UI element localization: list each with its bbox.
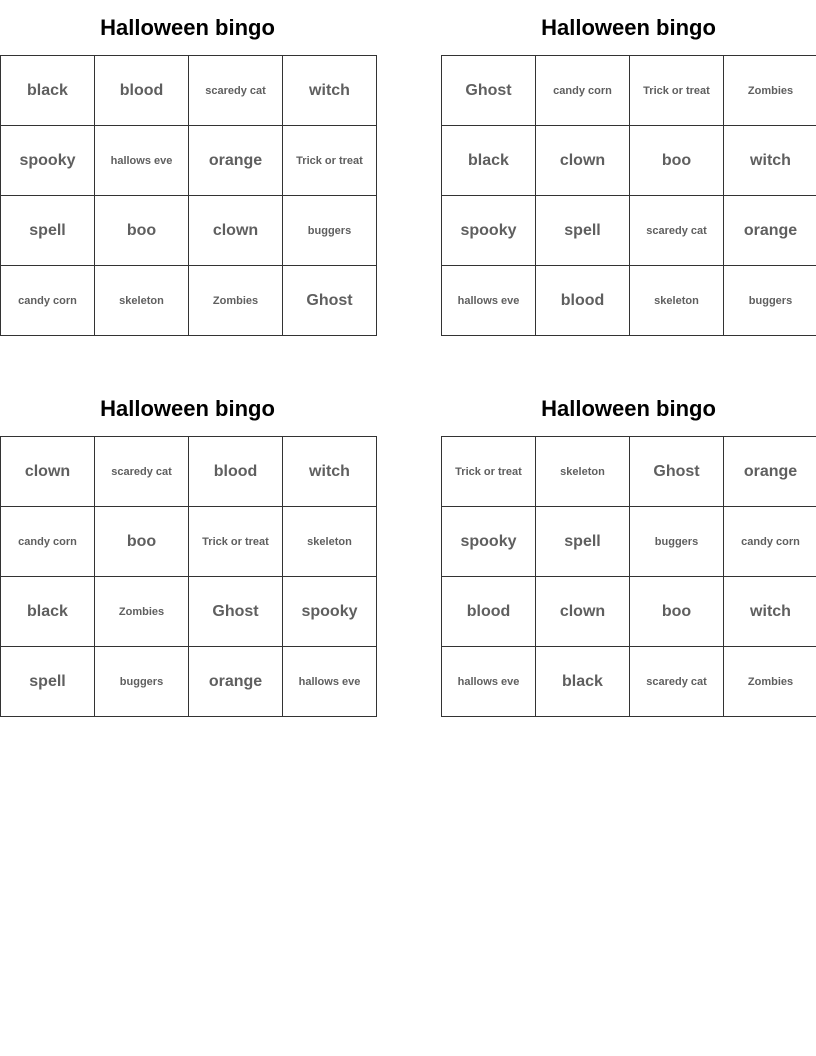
bingo-cell: boo xyxy=(630,126,724,196)
bingo-cell: hallows eve xyxy=(95,126,189,196)
grid-row xyxy=(442,56,816,126)
bingo-cell: spell xyxy=(1,647,95,717)
bingo-cell: orange xyxy=(724,437,816,507)
bingo-cell: orange xyxy=(189,647,283,717)
bingo-cell: boo xyxy=(95,196,189,266)
bingo-cell: witch xyxy=(283,437,377,507)
bingo-cell: clown xyxy=(189,196,283,266)
bingo-cell: Ghost xyxy=(630,437,724,507)
bingo-cell: candy corn xyxy=(1,507,95,577)
bingo-cell: candy corn xyxy=(536,56,630,126)
bingo-cell: hallows eve xyxy=(442,266,536,336)
bingo-cell: skeleton xyxy=(95,266,189,336)
grid-row xyxy=(442,647,816,717)
bingo-grid xyxy=(0,436,377,717)
bingo-cell: Zombies xyxy=(189,266,283,336)
bingo-cell: Trick or treat xyxy=(630,56,724,126)
bingo-grid xyxy=(441,55,816,336)
bingo-cell: orange xyxy=(189,126,283,196)
bingo-cell: candy corn xyxy=(1,266,95,336)
bingo-cell: skeleton xyxy=(283,507,377,577)
bingo-cell: hallows eve xyxy=(283,647,377,717)
grid-row xyxy=(442,507,816,577)
bingo-cell: spell xyxy=(536,196,630,266)
bingo-cell: blood xyxy=(95,56,189,126)
bingo-grid xyxy=(441,436,816,717)
bingo-cell: black xyxy=(536,647,630,717)
card-title: Halloween bingo xyxy=(541,396,716,421)
bingo-cell: spell xyxy=(536,507,630,577)
bingo-cell: buggers xyxy=(283,196,377,266)
bingo-cell: scaredy cat xyxy=(630,196,724,266)
card-title: Halloween bingo xyxy=(541,15,716,40)
bingo-cell: boo xyxy=(630,577,724,647)
bingo-cell: Ghost xyxy=(442,56,536,126)
bingo-cell: Ghost xyxy=(283,266,377,336)
bingo-cell: scaredy cat xyxy=(630,647,724,717)
bingo-cell: blood xyxy=(536,266,630,336)
bingo-cell: candy corn xyxy=(724,507,816,577)
grid-row xyxy=(1,196,377,266)
grid-row xyxy=(442,196,816,266)
bingo-cell: black xyxy=(1,56,95,126)
bingo-cell: spooky xyxy=(283,577,377,647)
bingo-grid xyxy=(0,55,377,336)
bingo-cell: Zombies xyxy=(95,577,189,647)
bingo-cell: scaredy cat xyxy=(95,437,189,507)
grid-row xyxy=(1,126,377,196)
card-title: Halloween bingo xyxy=(100,396,275,421)
card-title: Halloween bingo xyxy=(100,15,275,40)
bingo-cell: black xyxy=(1,577,95,647)
bingo-cell: clown xyxy=(536,577,630,647)
bingo-cell: Trick or treat xyxy=(189,507,283,577)
bingo-cell: Trick or treat xyxy=(283,126,377,196)
grid-row xyxy=(1,647,377,717)
grid-row xyxy=(442,577,816,647)
grid-row xyxy=(442,266,816,336)
bingo-cell: witch xyxy=(724,577,816,647)
bingo-cell: blood xyxy=(442,577,536,647)
bingo-cell: witch xyxy=(724,126,816,196)
bingo-cell: buggers xyxy=(630,507,724,577)
bingo-cell: Trick or treat xyxy=(442,437,536,507)
bingo-cell: black xyxy=(442,126,536,196)
grid-row xyxy=(442,126,816,196)
bingo-cell: skeleton xyxy=(536,437,630,507)
bingo-cell: hallows eve xyxy=(442,647,536,717)
bingo-cell: spell xyxy=(1,196,95,266)
bingo-cell: spooky xyxy=(442,196,536,266)
bingo-cell: buggers xyxy=(95,647,189,717)
bingo-cell: scaredy cat xyxy=(189,56,283,126)
bingo-cell: clown xyxy=(1,437,95,507)
bingo-cell: Zombies xyxy=(724,56,816,126)
bingo-cell: Ghost xyxy=(189,577,283,647)
grid-row xyxy=(1,266,377,336)
bingo-cell: boo xyxy=(95,507,189,577)
bingo-cell: Zombies xyxy=(724,647,816,717)
bingo-cell: clown xyxy=(536,126,630,196)
grid-row xyxy=(1,437,377,507)
bingo-cell: blood xyxy=(189,437,283,507)
grid-row xyxy=(1,577,377,647)
bingo-cell: spooky xyxy=(1,126,95,196)
grid-row xyxy=(1,507,377,577)
bingo-cell: witch xyxy=(283,56,377,126)
grid-row xyxy=(442,437,816,507)
bingo-cell: spooky xyxy=(442,507,536,577)
bingo-cell: orange xyxy=(724,196,816,266)
bingo-cell: skeleton xyxy=(630,266,724,336)
grid-row xyxy=(1,56,377,126)
bingo-cell: buggers xyxy=(724,266,816,336)
